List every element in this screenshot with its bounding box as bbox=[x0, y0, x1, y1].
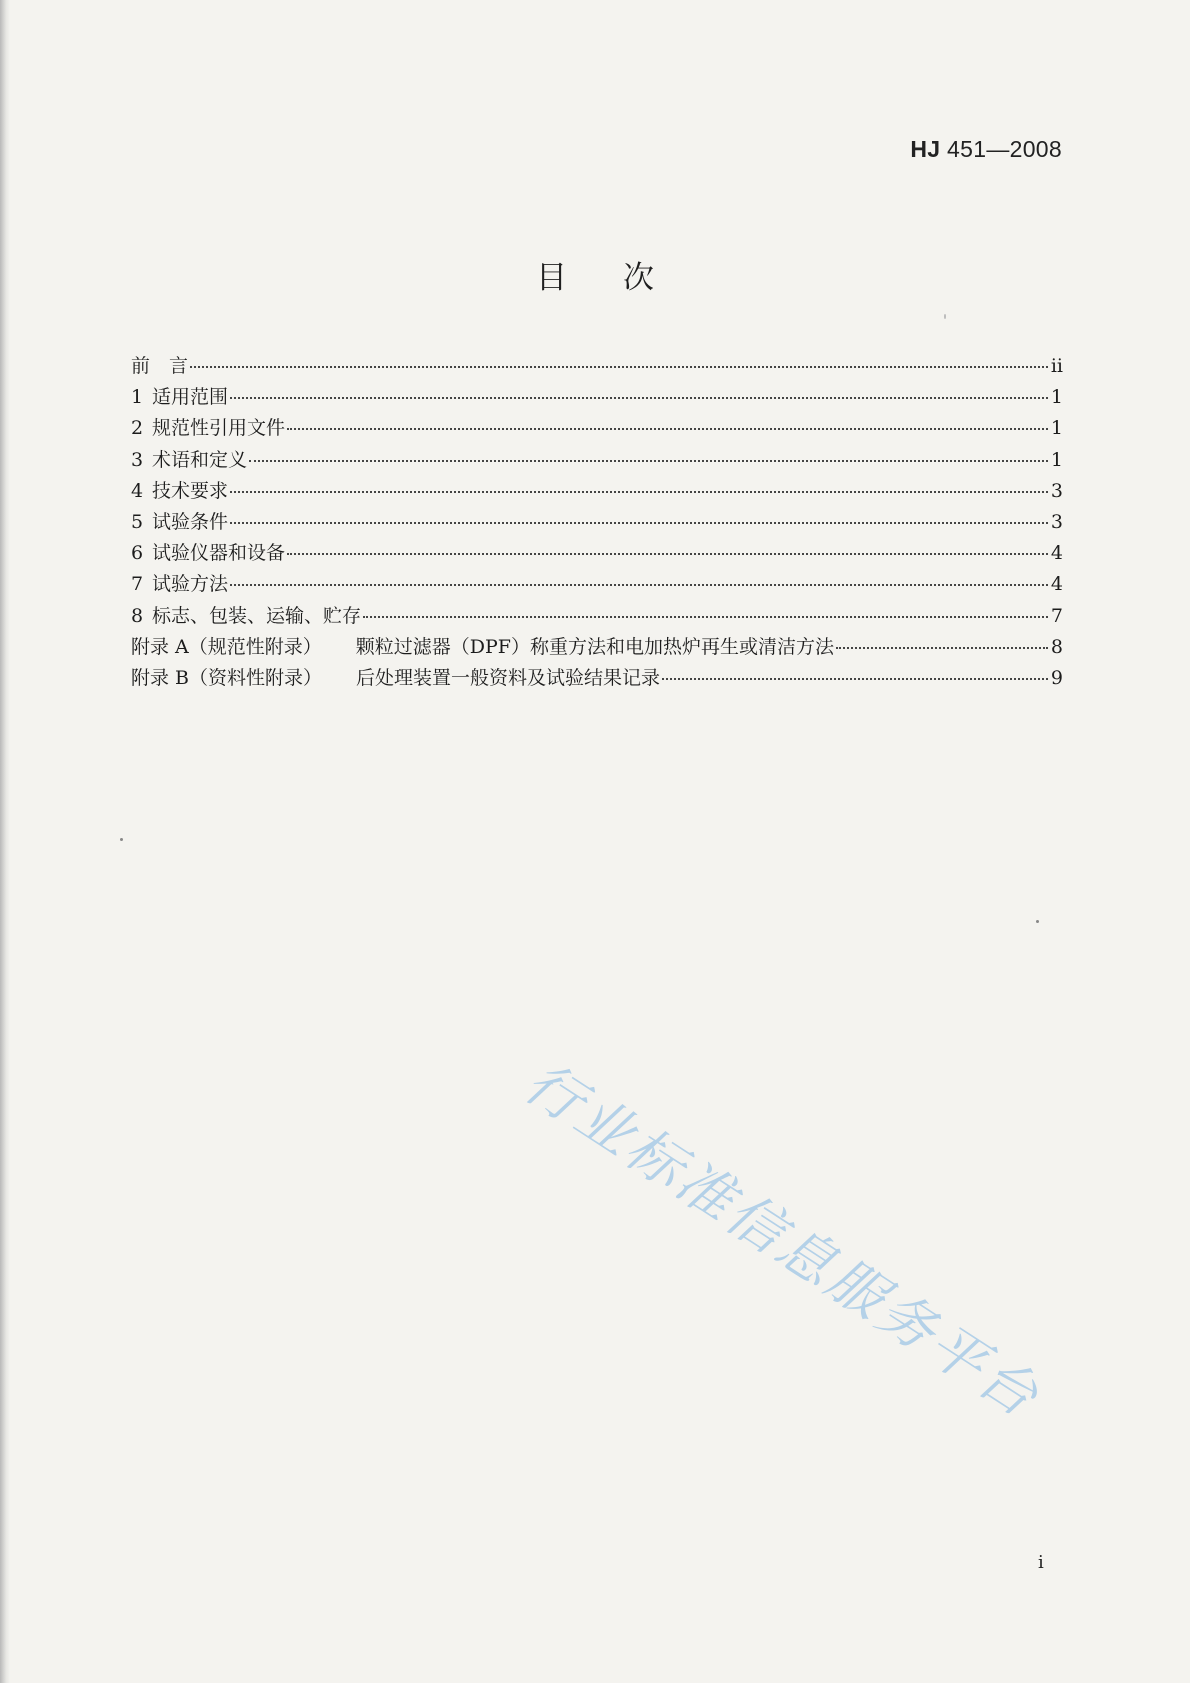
toc-entry-prefix: 附录 B（资料性附录） bbox=[131, 666, 323, 689]
toc-entry-3[interactable] bbox=[131, 445, 1063, 476]
toc-entry-6[interactable] bbox=[131, 538, 1063, 569]
toc-entry-number: 4 bbox=[131, 479, 144, 502]
toc-entry-label: 前 言 bbox=[131, 355, 189, 377]
toc-entry-page: 4 bbox=[1050, 542, 1063, 565]
toc-entry-label: 规范性引用文件 bbox=[152, 417, 286, 440]
toc-entry-5[interactable] bbox=[131, 507, 1063, 538]
toc-entry-appendix-b[interactable] bbox=[131, 663, 1063, 694]
toc-entry-number: 2 bbox=[131, 417, 144, 440]
toc-entry-4[interactable] bbox=[131, 476, 1063, 507]
dot-leader bbox=[230, 584, 1048, 586]
toc-entry-label: 适用范围 bbox=[152, 386, 229, 409]
toc-entry-page: 1 bbox=[1050, 448, 1063, 471]
toc-entry-number: 6 bbox=[131, 542, 144, 565]
toc-entry-page: 4 bbox=[1050, 573, 1063, 596]
toc-entry-8[interactable] bbox=[131, 601, 1063, 632]
toc-entry-number: 5 bbox=[131, 510, 144, 533]
toc-entry-label: 颗粒过滤器（DPF）称重方法和电加热炉再生或清洁方法 bbox=[355, 635, 834, 658]
dot-leader bbox=[249, 460, 1048, 462]
toc-entry-page: 8 bbox=[1050, 635, 1063, 658]
toc-entry-page: 7 bbox=[1050, 604, 1063, 627]
toc-entry-label: 标志、包装、运输、贮存 bbox=[152, 604, 362, 627]
scan-speck bbox=[120, 838, 123, 841]
dot-leader bbox=[836, 647, 1048, 649]
toc-entry-page: 3 bbox=[1050, 479, 1063, 502]
dot-leader bbox=[363, 616, 1048, 618]
toc-entry-page: 1 bbox=[1050, 386, 1063, 409]
toc-title: 目次 bbox=[536, 260, 710, 296]
dot-leader bbox=[230, 491, 1048, 493]
toc-entry-label: 技术要求 bbox=[152, 479, 229, 502]
toc-entry-number: 3 bbox=[131, 448, 144, 471]
toc-entry-page: 3 bbox=[1050, 510, 1063, 533]
toc-entry-page: ii bbox=[1050, 355, 1063, 377]
dot-leader bbox=[287, 428, 1048, 430]
scan-speck bbox=[1036, 920, 1039, 923]
toc-entry-number: 1 bbox=[131, 386, 144, 409]
page-number: i bbox=[1038, 1552, 1044, 1573]
toc-entry-appendix-a[interactable] bbox=[131, 632, 1063, 663]
dot-leader bbox=[662, 678, 1048, 680]
standard-code-number: 451—2008 bbox=[947, 136, 1062, 162]
watermark: 行业标准信息服务平台 bbox=[513, 1050, 1052, 1432]
toc-entry-label: 试验方法 bbox=[152, 573, 229, 596]
scan-speck bbox=[944, 314, 946, 319]
dot-leader bbox=[190, 366, 1048, 368]
toc-entry-preface[interactable] bbox=[131, 351, 1063, 382]
toc-entry-7[interactable] bbox=[131, 569, 1063, 600]
standard-code-prefix: HJ bbox=[910, 136, 941, 162]
toc-entry-prefix: 附录 A（规范性附录） bbox=[131, 635, 322, 658]
dot-leader bbox=[230, 397, 1048, 399]
toc-entry-page: 1 bbox=[1050, 417, 1063, 440]
toc-entry-2[interactable] bbox=[131, 413, 1063, 444]
standard-code bbox=[910, 136, 1062, 163]
toc-entry-label: 试验条件 bbox=[152, 510, 229, 533]
toc-entry-label: 试验仪器和设备 bbox=[152, 542, 286, 565]
toc-entry-number: 8 bbox=[131, 604, 144, 627]
table-of-contents bbox=[131, 351, 1063, 694]
toc-entry-label: 术语和定义 bbox=[152, 448, 248, 471]
dot-leader bbox=[287, 553, 1048, 555]
toc-entry-number: 7 bbox=[131, 573, 144, 596]
dot-leader bbox=[230, 522, 1048, 524]
toc-entry-1[interactable] bbox=[131, 382, 1063, 413]
toc-entry-page: 9 bbox=[1050, 666, 1063, 689]
toc-entry-label: 后处理装置一般资料及试验结果记录 bbox=[356, 666, 661, 689]
